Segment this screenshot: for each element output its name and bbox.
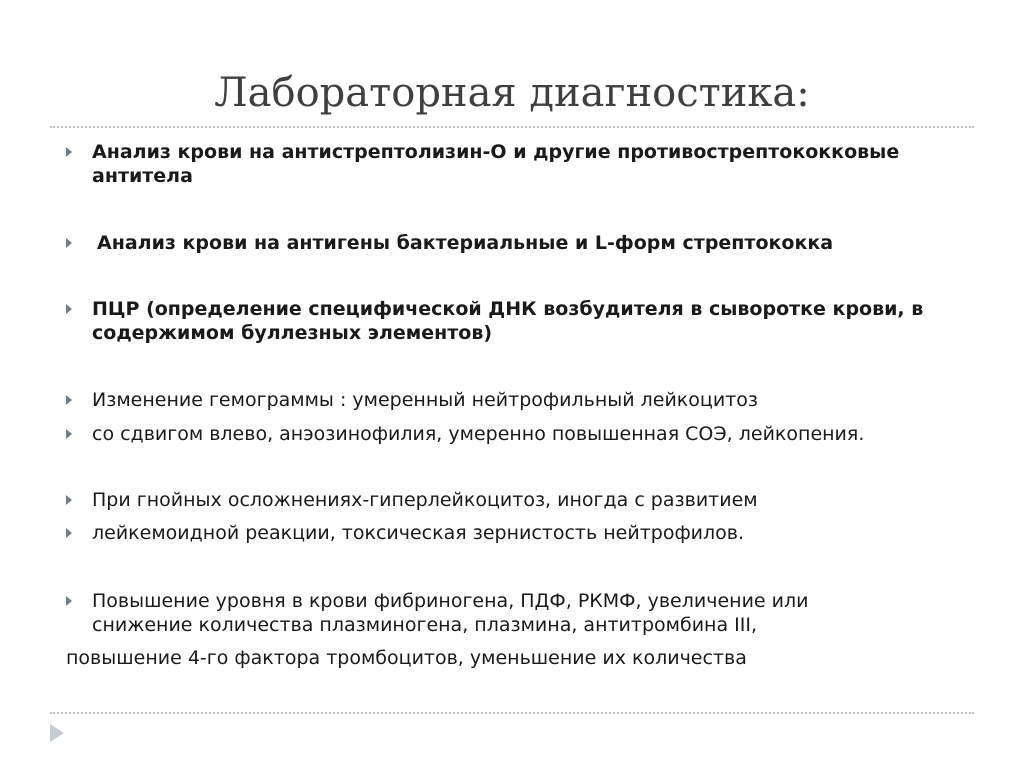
bullet-text: Анализ крови на антигены бактериальные и L-форм стрептококка [97, 232, 834, 254]
bullet-text: ПЦР (определение специфической ДНК возбудителя в сыворотке крови, в [92, 298, 924, 320]
bullet-arrow-icon [66, 238, 72, 248]
bullet-arrow-icon [66, 495, 72, 505]
bullet-arrow-icon [66, 429, 72, 439]
bullet-text-continued: антитела [92, 165, 193, 187]
bullet-text: При гнойных осложнениях-гиперлейкоцитоз, иногда с развитием [92, 489, 758, 511]
bullet-arrow-icon [66, 596, 72, 606]
slide-nav-arrow-icon[interactable] [50, 724, 64, 742]
bullet-text-continued: снижение количества плазминогена, плазмина, антитромбина III, [92, 614, 758, 636]
bullet-text: Анализ крови на антистрептолизин-О и другие противострептококковые [92, 141, 900, 163]
bullet-arrow-icon [66, 528, 72, 538]
bullet-text-continued: содержимом буллезных элементов) [92, 322, 493, 344]
bullet-arrow-icon [66, 395, 72, 405]
bullet-text: лейкемоидной реакции, токсическая зернистость нейтрофилов. [92, 522, 745, 544]
slide-title: Лабораторная диагностика: [214, 70, 810, 116]
bullet-arrow-icon [66, 304, 72, 314]
bullet-arrow-icon [66, 147, 72, 157]
title-divider [50, 126, 974, 128]
bullet-text: Повышение уровня в крови фибриногена, ПДФ, РКМФ, увеличение или [92, 590, 809, 612]
continuation-text: повышение 4-го фактора тромбоцитов, уменьшение их количества [66, 647, 747, 669]
bullet-text: Изменение гемограммы : умеренный нейтрофильный лейкоцитоз [92, 389, 758, 411]
bullet-text: со сдвигом влево, анэозинофилия, умеренно повышенная СОЭ, лейкопения. [92, 423, 865, 445]
footer-divider [50, 712, 974, 714]
